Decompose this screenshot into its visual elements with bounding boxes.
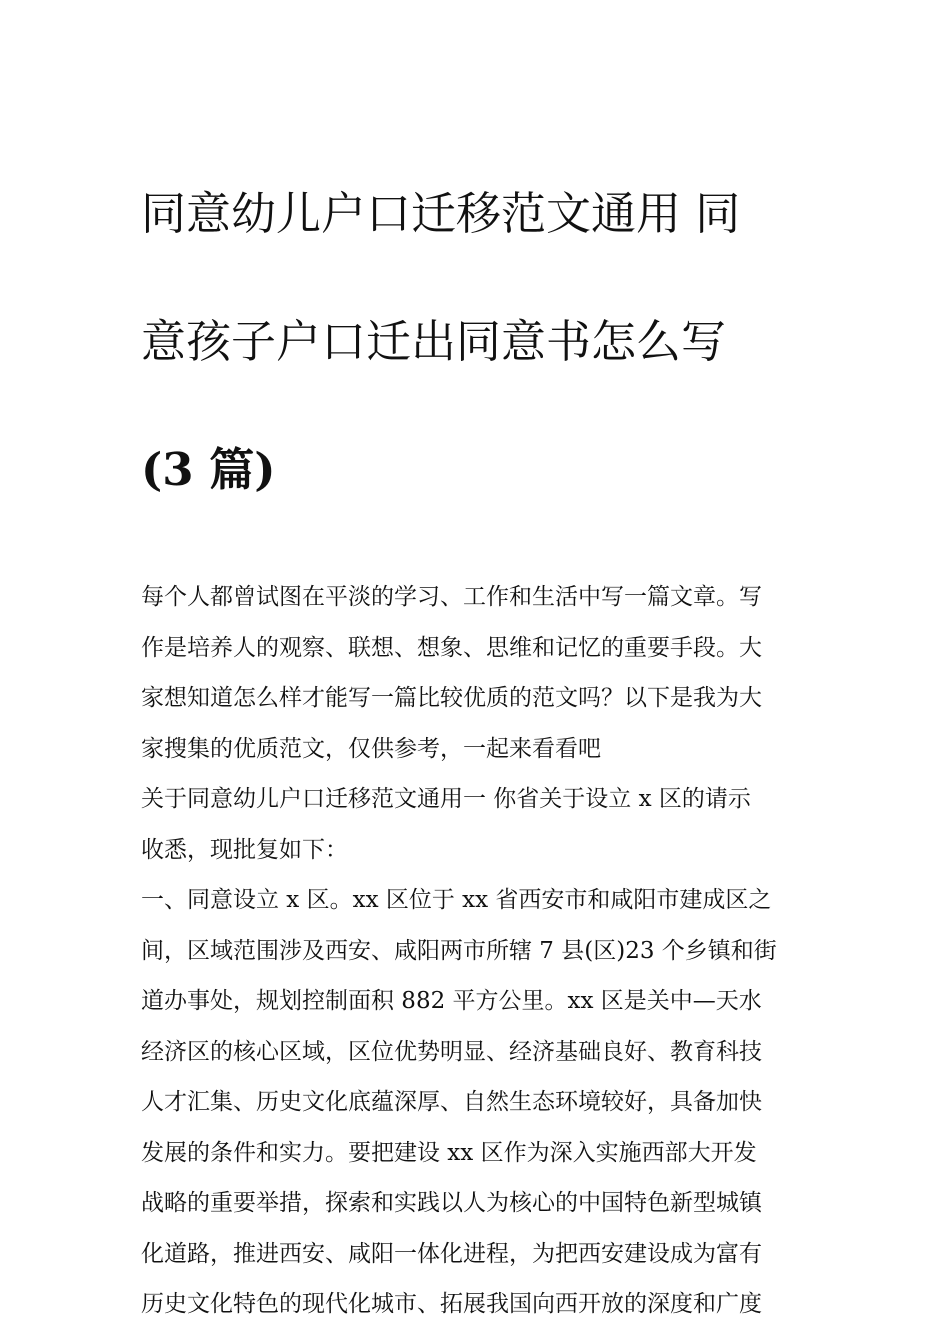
body-line: 间，区域范围涉及西安、咸阳两市所辖 7 县(区)23 个乡镇和街: [141, 937, 777, 964]
body-line: 作是培养人的观察、联想、想象、思维和记忆的重要手段。大: [141, 634, 762, 661]
body-line: 战略的重要举措，探索和实践以人为核心的中国特色新型城镇: [141, 1190, 762, 1216]
body-line: 家想知道怎么样才能写一篇比较优质的范文吗？以下是我为大: [141, 685, 762, 711]
body-line: 关于同意幼儿户口迁移范文通用一 你省关于设立 x 区的请示: [141, 786, 751, 812]
body-line: 收悉，现批复如下：: [141, 836, 348, 863]
body-line: 每个人都曾试图在平淡的学习、工作和生活中写一篇文章。写: [141, 584, 762, 610]
body-line: 一、同意设立 x 区。xx 区位于 xx 省西安市和咸阳市建成区之: [141, 887, 772, 913]
document-title: [141, 118, 813, 566]
body-line: 人才汇集、历史文化底蕴深厚、自然生态环境较好，具备加快: [141, 1089, 762, 1115]
body-line: 化道路，推进西安、咸阳一体化进程，为把西安建设成为富有: [141, 1240, 762, 1267]
document-body: [141, 572, 813, 1330]
body-line: 发展的条件和实力。要把建设 xx 区作为深入实施西部大开发: [141, 1139, 757, 1166]
body-line: 经济区的核心区域，区位优势明显、经济基础良好、教育科技: [141, 1038, 762, 1065]
title-line: 意孩子户口迁出同意书怎么写: [141, 315, 727, 368]
title-line: (3 篇): [141, 443, 276, 496]
document-page: [141, 118, 813, 1330]
body-line: 历史文化特色的现代化城市、拓展我国向西开放的深度和广度: [141, 1291, 762, 1317]
title-line: 同意幼儿户口迁移范文通用 同: [141, 187, 741, 240]
body-line: 家搜集的优质范文，仅供参考，一起来看看吧: [141, 735, 601, 762]
body-line: 道办事处，规划控制面积 882 平方公里。xx 区是关中—天水: [141, 988, 762, 1014]
